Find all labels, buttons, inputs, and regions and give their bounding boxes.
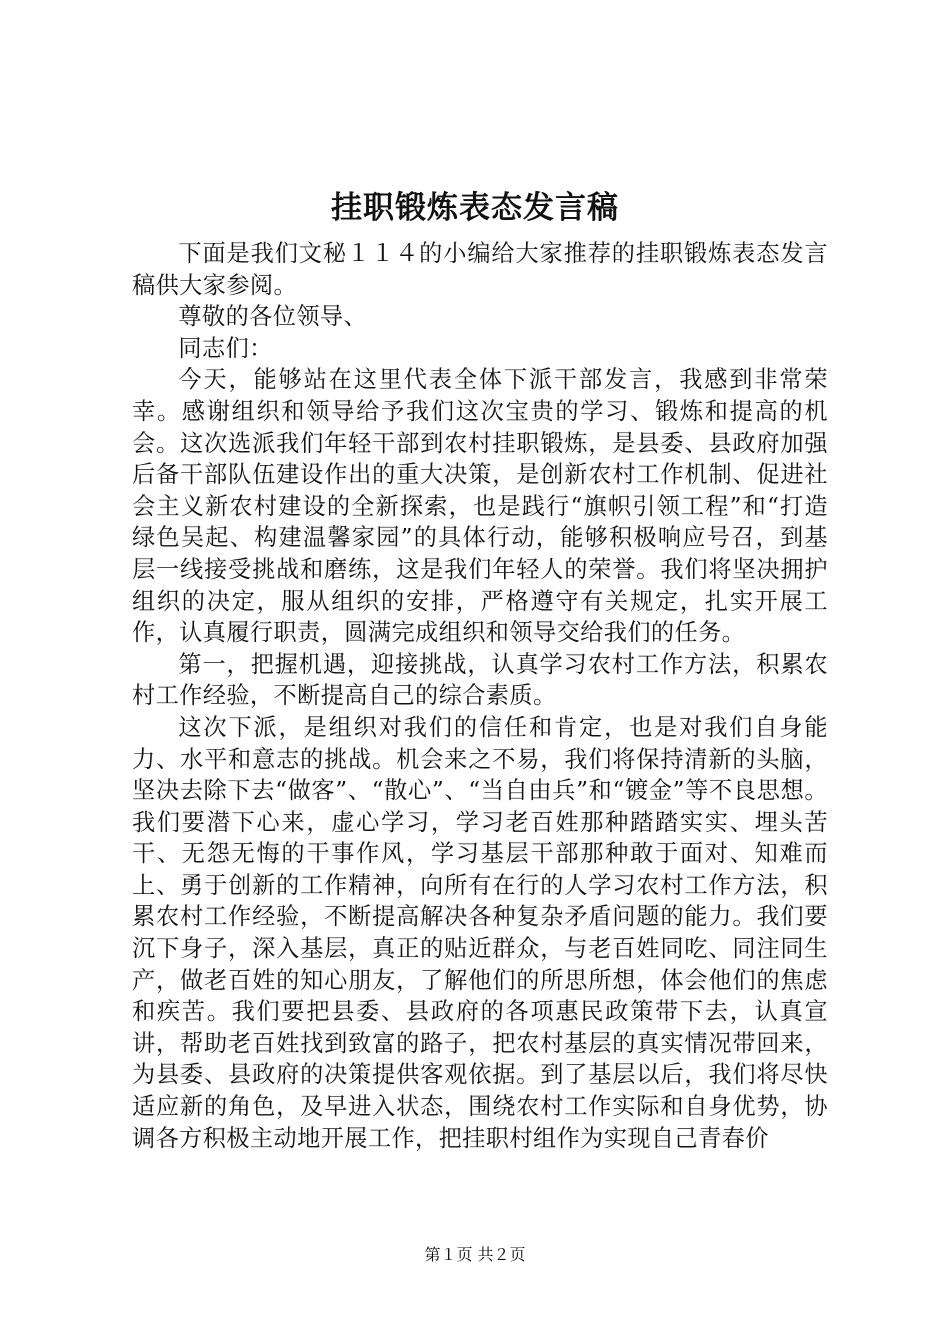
document-title: 挂职锻炼表态发言稿 bbox=[331, 190, 619, 226]
page-footer: 第１页 共２页 bbox=[424, 1245, 526, 1264]
intro-paragraph: 下面是我们文秘１１４的小编给大家推荐的挂职锻炼表态发言稿供大家参阅。 bbox=[132, 240, 828, 299]
body-paragraph: 这次下派，是组织对我们的信任和肯定，也是对我们自身能力、水平和意志的挑战。机会来之不易，我们将保持清新的头脑，坚决去除下去“做客”、“散心”、“当自由兵”和“镀金”等不良思想。我们要潜下心来，虚心学习，学习老百姓那种踏踏实实、埋头苦干、无怨无悔的干事作风，学习基层干部那种敢于面对、知难而上、勇于创新的工作精神，向所有在行的人学习农村工作方法，积累农村工作经验，不断提高解决各种复杂矛盾问题的能力。我们要沉下身子，深入基层，真正的贴近群众，与老百姓同吃、同注同生产，做老百姓的知心朋友，了解他们的所思所想，体会他们的焦虑和疾苦。我们要把县委、县政府的各项惠民政策带下去，认真宣讲，帮助老百姓找到致富的路子，把农村基层的真实情况带回来，为县委、县政府的决策提供客观依据。到了基层以后，我们将尽快适应新的角色，及早进入状态，围绕农村工作实际和自身优势，协调各方积极主动地开展工作，把挂职村组作为实现自己青春价 bbox=[132, 713, 828, 1152]
document-body bbox=[132, 238, 828, 1154]
salutation-line: 同志们： bbox=[178, 334, 273, 362]
salutation-line: 尊敬的各位领导、 bbox=[178, 303, 368, 331]
section-heading-paragraph: 第一，把握机遇，迎接挑战，认真学习农村工作方法，积累农村工作经验，不断提高自己的综合素质。 bbox=[132, 650, 828, 710]
body-paragraph: 今天，能够站在这里代表全体下派干部发言，我感到非常荣幸。感谢组织和领导给予我们这次宝贵的学习、锻炼和提高的机会。这次选派我们年轻干部到农村挂职锻炼，是县委、县政府加强后备干部队伍建设作出的重大决策，是创新农村工作机制、促进社会主义新农村建设的全新探索，也是践行“旗帜引领工程”和“打造绿色吴起、构建温馨家园”的具体行动，能够积极响应号召，到基层一线接受挑战和磨练，这是我们年轻人的荣誉。我们将坚决拥护组织的决定，服从组织的安排，严格遵守有关规定，扎实开展工作，认真履行职责，圆满完成组织和领导交给我们的任务。 bbox=[132, 366, 828, 647]
